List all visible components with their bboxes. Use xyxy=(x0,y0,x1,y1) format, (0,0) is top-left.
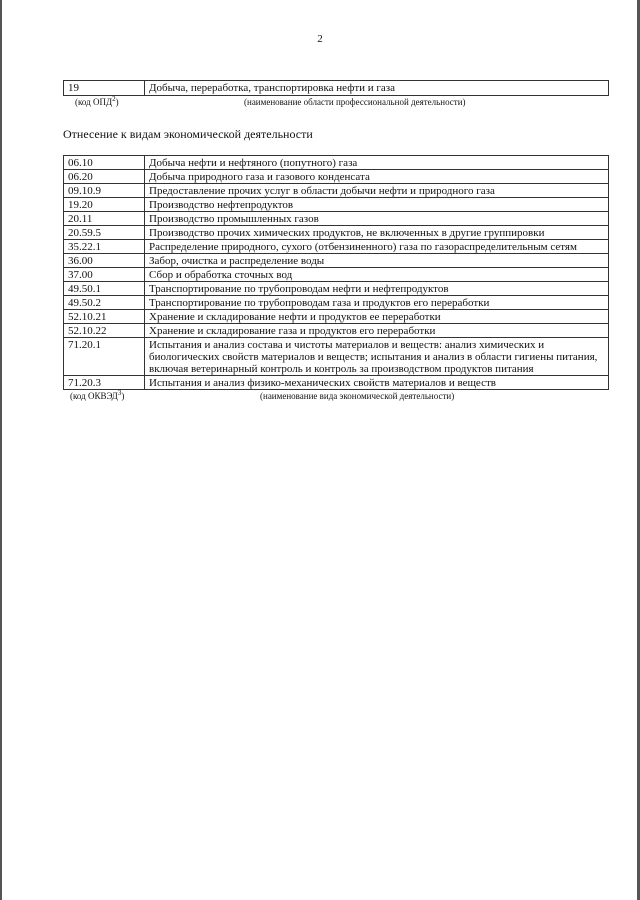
okved-row xyxy=(64,324,609,338)
okved-row xyxy=(64,226,609,240)
opd-code-caption-note: 2 xyxy=(112,95,116,103)
page-edge-left xyxy=(0,0,2,900)
okved-code: 37.00 xyxy=(64,268,145,282)
okved-code: 52.10.21 xyxy=(64,310,145,324)
opd-table xyxy=(63,80,609,96)
okved-activity-name: Сбор и обработка сточных вод xyxy=(145,268,609,282)
okved-row xyxy=(64,156,609,170)
okved-code-caption-note: 3 xyxy=(117,389,122,397)
opd-name-caption: (наименование области профессиональной деятельности) xyxy=(244,97,466,107)
okved-code: 06.10 xyxy=(64,156,145,170)
okved-code: 20.11 xyxy=(64,212,145,226)
okved-code: 06.20 xyxy=(64,170,145,184)
okved-code: 52.10.22 xyxy=(64,324,145,338)
okved-code-caption: (код ОКВЭД$^3$) xyxy=(70,389,125,401)
opd-code-caption: (код ОПД$^2$) xyxy=(75,95,119,107)
okved-activity-name: Хранение и складирование газа и продуктов его переработки xyxy=(145,324,609,338)
okved-code: 49.50.2 xyxy=(64,296,145,310)
okved-row xyxy=(64,184,609,198)
okved-code: 19.20 xyxy=(64,198,145,212)
okved-table xyxy=(63,155,609,390)
okved-activity-name: Транспортирование по трубопроводам газа и продуктов его переработки xyxy=(145,296,609,310)
okved-activity-name: Добыча нефти и нефтяного (попутного) газа xyxy=(145,156,609,170)
okved-activity-name: Транспортирование по трубопроводам нефти и нефтепродуктов xyxy=(145,282,609,296)
okved-activity-name: Забор, очистка и распределение воды xyxy=(145,254,609,268)
okved-activity-name: Предоставление прочих услуг в области добычи нефти и природного газа xyxy=(145,184,609,198)
okved-code: 71.20.1 xyxy=(64,338,145,376)
okved-code: 35.22.1 xyxy=(64,240,145,254)
okved-activity-name: Хранение и складирование нефти и продуктов ее переработки xyxy=(145,310,609,324)
okved-code-caption-text: (код ОКВЭД xyxy=(70,391,118,401)
okved-activity-name: Добыча природного газа и газового конденсата xyxy=(145,170,609,184)
okved-code: 09.10.9 xyxy=(64,184,145,198)
okved-code: 20.59.5 xyxy=(64,226,145,240)
okved-row xyxy=(64,268,609,282)
okved-activity-name: Производство нефтепродуктов xyxy=(145,198,609,212)
opd-row xyxy=(64,81,609,96)
okved-activity-name: Испытания и анализ физико-механических свойств материалов и веществ xyxy=(145,376,609,390)
okved-code: 49.50.1 xyxy=(64,282,145,296)
okved-activity-name: Производство прочих химических продуктов, не включенных в другие группировки xyxy=(145,226,609,240)
opd-code-caption-text: (код ОПД xyxy=(75,97,113,107)
page-number: 2 xyxy=(317,33,323,45)
okved-row xyxy=(64,282,609,296)
okved-name-caption: (наименование вида экономической деятельности) xyxy=(260,391,455,401)
okved-activity-name: Испытания и анализ состава и чистоты материалов и веществ: анализ химических и биологических свойств материалов и веществ; испытания и анализ в области гигиены питания, включая ветеринарный контроль и контроль за производством продуктов питания xyxy=(145,338,609,376)
okved-code: 36.00 xyxy=(64,254,145,268)
okved-activity-name: Производство промышленных газов xyxy=(145,212,609,226)
okved-body xyxy=(64,156,609,390)
okved-row xyxy=(64,376,609,390)
okved-row xyxy=(64,240,609,254)
section-title: Отнесение к видам экономической деятельности xyxy=(63,127,313,141)
opd-code: 19 xyxy=(64,81,145,96)
okved-row xyxy=(64,296,609,310)
opd-name: Добыча, переработка, транспортировка нефти и газа xyxy=(145,81,609,96)
okved-row xyxy=(64,198,609,212)
okved-row xyxy=(64,310,609,324)
okved-row xyxy=(64,212,609,226)
okved-code: 71.20.3 xyxy=(64,376,145,390)
okved-row xyxy=(64,338,609,376)
okved-activity-name: Распределение природного, сухого (отбензиненного) газа по газораспределительным сетям xyxy=(145,240,609,254)
okved-row xyxy=(64,254,609,268)
okved-row xyxy=(64,170,609,184)
